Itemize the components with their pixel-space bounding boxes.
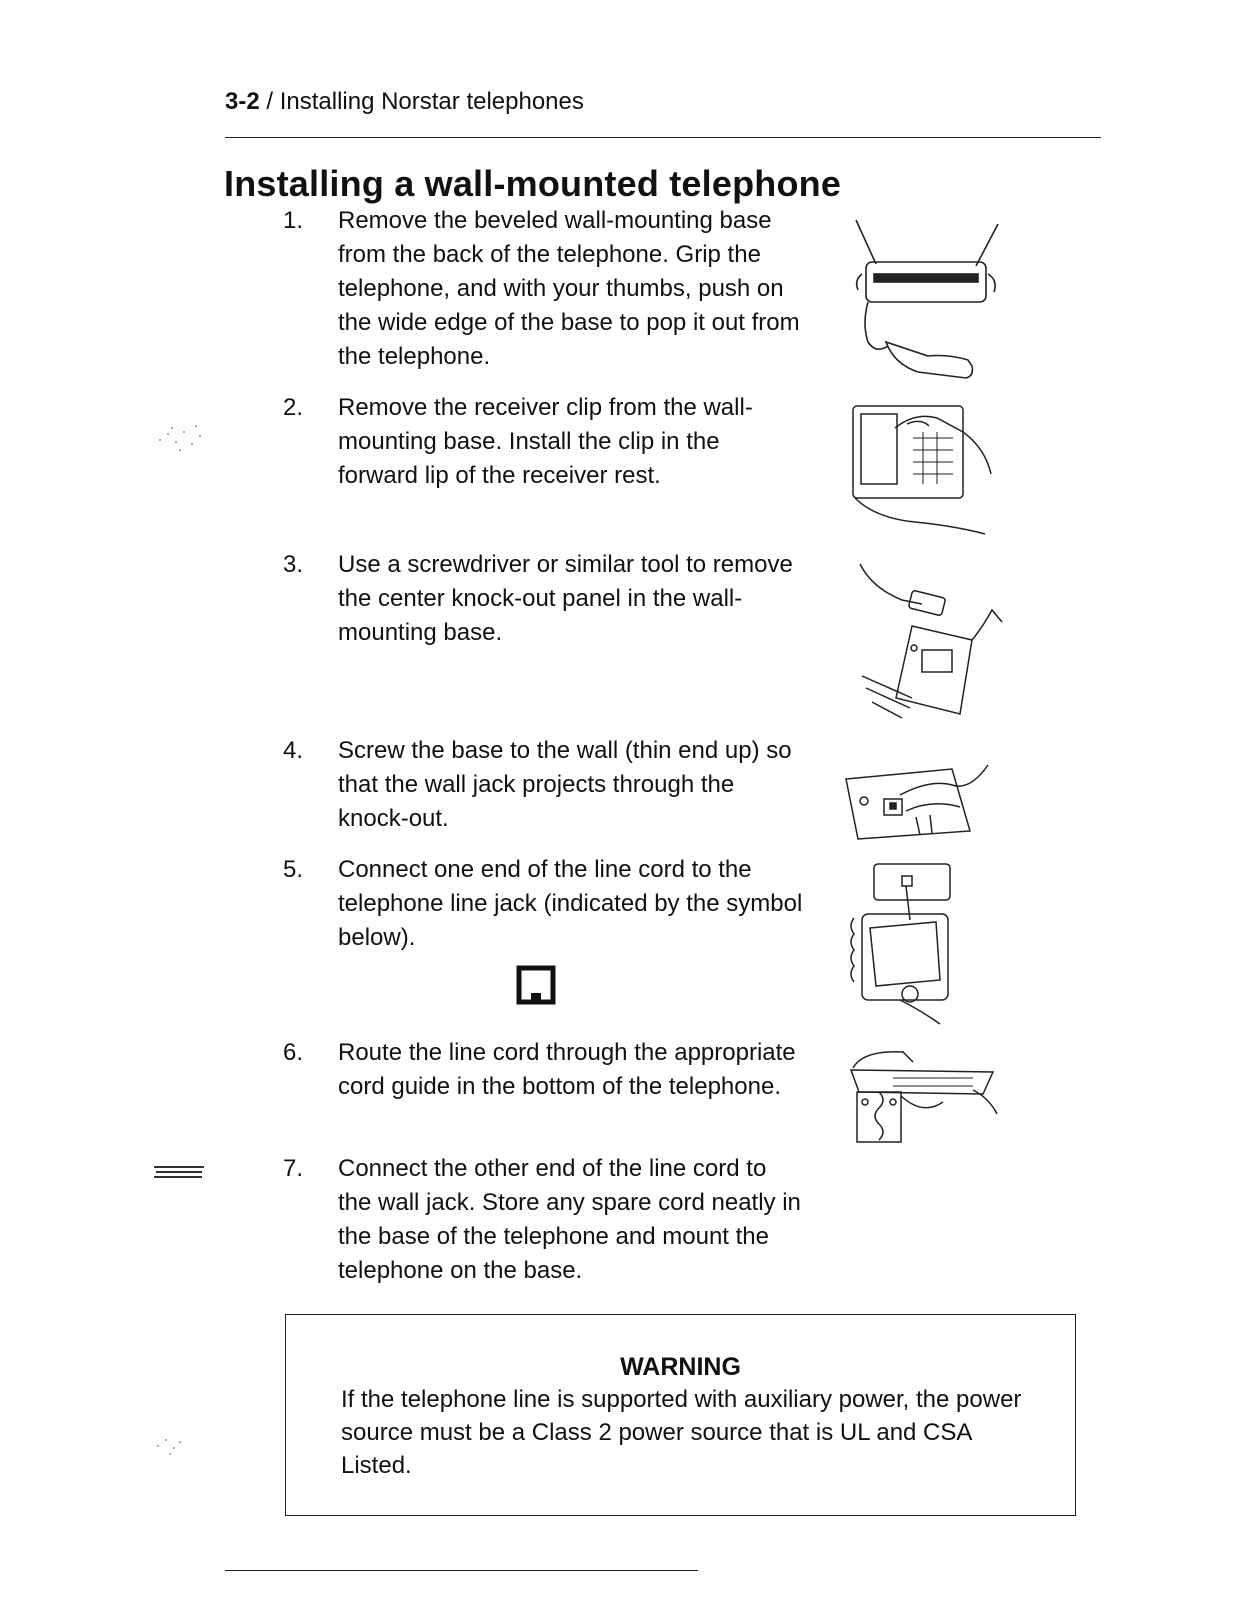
step-3 [283,548,803,650]
page-title: Installing a wall-mounted telephone [224,163,842,204]
remove-base-illustration-icon [848,214,1008,389]
scan-artifact [150,1432,190,1467]
step-text: Route the line cord through the appropriate cord guide in the bottom of the telephone. [338,1039,796,1100]
step-number: 7. [283,1155,304,1182]
step-number: 6. [283,1039,304,1066]
warning-text: If the telephone line is supported with auxiliary power, the power source must be a Class 2 power source that is UL and CSA Listed. [341,1386,1022,1479]
screw-base-illustration-icon [840,755,990,850]
scan-artifact [150,1160,210,1189]
step-1 [283,204,803,374]
telephone-line-jack-icon [516,965,556,1005]
step-number: 1. [283,207,304,234]
step-text: Remove the receiver clip from the wall-mounting base. Install the clip in the forward lip of the receiver rest. [338,394,753,489]
section-number: 3-2 [225,88,260,115]
warning-box [285,1314,1076,1516]
scan-artifact [150,420,220,465]
step-5 [283,853,803,955]
header-separator: / [259,88,280,115]
knockout-panel-illustration-icon [852,558,1007,728]
step-2 [283,391,803,493]
step-text: Connect the other end of the line cord to the wall jack. Store any spare cord neatly in the base of the telephone and mount the telephone on the base. [338,1155,801,1284]
running-header [225,88,584,116]
step-number: 2. [283,394,304,421]
step-number: 4. [283,737,304,764]
step-7 [283,1152,803,1288]
step-text: Remove the beveled wall-mounting base from the back of the telephone. Grip the telephone, and with your thumbs, push on the wide edge of the base to pop it out from the telephone. [338,207,800,370]
step-6 [283,1036,803,1104]
step-number: 5. [283,856,304,883]
header-rule [225,137,1101,138]
receiver-clip-illustration-icon [845,398,995,543]
footer-rule [225,1570,698,1571]
chapter-title: Installing Norstar telephones [279,88,584,115]
step-text: Use a screwdriver or similar tool to remove the center knock-out panel in the wall-mounting base. [338,551,793,646]
warning-title: WARNING [620,1353,741,1381]
step-text: Connect one end of the line cord to the telephone line jack (indicated by the symbol below). [338,856,803,951]
step-4 [283,734,803,836]
connect-line-cord-illustration-icon [840,860,970,1030]
step-number: 3. [283,551,304,578]
step-text: Screw the base to the wall (thin end up) so that the wall jack projects through the knock-out. [338,737,792,832]
route-cord-illustration-icon [843,1042,1003,1154]
